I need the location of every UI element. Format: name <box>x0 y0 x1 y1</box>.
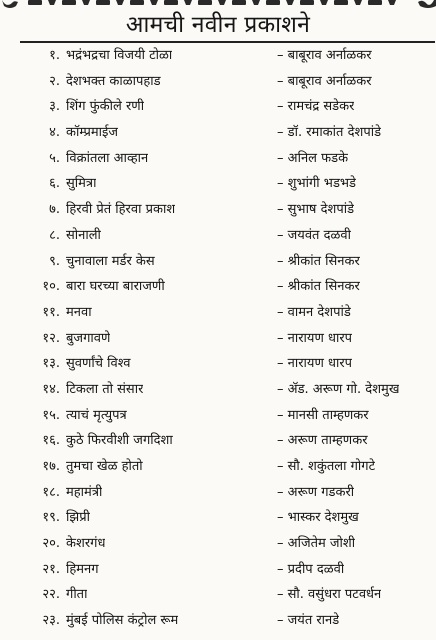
author-name: वामन देशपांडे <box>287 304 351 320</box>
author-dash: – <box>277 561 284 577</box>
list-item <box>0 120 436 146</box>
book-title: शिंग फुंकीले रणी <box>66 99 145 115</box>
book-number: २२. <box>42 587 60 603</box>
author-name: शुभांगी भडभडे <box>287 176 356 192</box>
book-title: देशभक्त काळापहाड <box>66 73 161 89</box>
list-item <box>0 249 436 275</box>
book-author <box>277 608 339 633</box>
author-dash: – <box>277 99 284 115</box>
book-author <box>277 582 381 607</box>
book-author <box>277 351 352 376</box>
list-item <box>0 608 436 634</box>
book-author <box>277 120 381 145</box>
author-dash: – <box>277 433 284 449</box>
book-author <box>277 146 348 171</box>
book-number: १. <box>49 48 60 63</box>
book-author <box>277 531 355 556</box>
book-author <box>277 428 368 453</box>
book-number: ९. <box>49 253 60 269</box>
list-item <box>0 94 436 120</box>
book-author <box>277 43 372 68</box>
book-number: १६. <box>42 433 60 449</box>
page-heading: आमची नवीन प्रकाशने <box>125 12 311 38</box>
list-item <box>0 300 436 326</box>
author-name: सौ. शकुंतला गोगटे <box>287 459 376 474</box>
author-dash: – <box>277 73 284 89</box>
author-name: अजितेम जोशी <box>287 536 356 552</box>
book-title: कुठे फिरवीशी जगदिशा <box>66 433 173 449</box>
list-item <box>0 428 436 454</box>
book-number: ७. <box>49 202 60 218</box>
book-number: १२. <box>42 330 60 346</box>
list-item <box>0 274 436 300</box>
book-title: चुनावाला मर्डर केस <box>66 253 155 269</box>
book-author <box>277 300 351 325</box>
book-author <box>277 274 360 299</box>
book-title: बुजगावणे <box>66 330 111 346</box>
book-author <box>277 480 354 505</box>
author-dash: – <box>277 484 284 500</box>
list-item <box>0 480 436 506</box>
author-name: डॉ. रमाकांत देशपांडे <box>287 125 382 141</box>
author-dash: – <box>277 304 284 320</box>
author-name: जयवंत दळवी <box>287 227 351 243</box>
book-title: मनवा <box>66 304 92 320</box>
book-title: केशरगंध <box>66 536 106 552</box>
list-item <box>0 403 436 429</box>
author-name: अरूण गडकरी <box>287 484 355 500</box>
list-item <box>0 326 436 352</box>
top-ornament-border <box>0 0 436 10</box>
book-title: महामंत्री <box>66 484 103 500</box>
list-item <box>0 531 436 557</box>
book-number: २. <box>49 73 60 89</box>
author-dash: – <box>277 125 284 141</box>
author-name: मानसी ताम्हणकर <box>287 407 369 423</box>
author-dash: – <box>277 613 284 629</box>
author-dash: – <box>277 381 284 397</box>
author-dash: – <box>277 253 284 269</box>
book-author <box>277 197 354 222</box>
book-list <box>0 43 436 634</box>
book-author <box>277 326 352 351</box>
list-item <box>0 223 436 249</box>
author-dash: – <box>277 48 284 63</box>
book-number: १९. <box>42 510 60 526</box>
book-title: गीता <box>66 587 88 603</box>
author-name: सौ. वसुंधरा पटवर्धन <box>287 587 382 603</box>
book-number: २१. <box>42 561 60 577</box>
author-dash: – <box>277 227 284 243</box>
book-author <box>277 249 360 274</box>
book-title: मुंबई पोलिस कंट्रोल रूम <box>66 613 179 629</box>
author-name: बाबूराव अर्नाळकर <box>287 73 372 89</box>
author-dash: – <box>277 536 284 552</box>
author-name: बाबूराव अर्नाळकर <box>287 48 372 63</box>
author-dash: – <box>277 279 284 295</box>
book-number: ५. <box>49 150 60 166</box>
book-number: १३. <box>42 356 60 372</box>
book-title: सोनाली <box>66 227 101 243</box>
book-number: ११. <box>42 304 60 320</box>
author-name: भास्कर देशमुख <box>287 510 359 526</box>
book-author <box>277 171 356 196</box>
book-author <box>277 94 354 119</box>
book-number: ६. <box>49 176 60 192</box>
author-dash: – <box>277 510 284 526</box>
author-name: नारायण धारप <box>287 356 353 372</box>
book-title: सुमित्रा <box>66 176 97 192</box>
book-title: त्याचं मृत्युपत्र <box>66 407 127 423</box>
book-number: २३. <box>42 613 60 629</box>
list-item <box>0 377 436 403</box>
author-name: प्रदीप दळवी <box>287 561 345 577</box>
book-number: ८. <box>49 227 60 243</box>
book-author <box>277 505 359 530</box>
book-number: १८. <box>42 484 60 500</box>
book-number: १०. <box>42 279 60 295</box>
book-author <box>277 223 351 248</box>
book-author <box>277 377 399 402</box>
list-item <box>0 69 436 95</box>
author-dash: – <box>277 407 284 423</box>
author-dash: – <box>277 459 284 474</box>
book-number: १७. <box>42 459 60 474</box>
author-dash: – <box>277 356 284 372</box>
book-author <box>277 454 375 479</box>
book-title: बारा घरच्या बाराजणी <box>66 279 165 295</box>
list-item <box>0 171 436 197</box>
list-item <box>0 505 436 531</box>
author-name: नारायण धारप <box>287 330 353 346</box>
author-dash: – <box>277 176 284 192</box>
book-title: हिरवी प्रेतं हिरवा प्रकाश <box>66 202 176 218</box>
author-name: अनिल फडके <box>287 150 349 166</box>
author-name: रामचंद्र सडेकर <box>287 99 355 115</box>
author-name: श्रीकांत सिनकर <box>287 253 360 269</box>
book-title: विक्रांतला आव्हान <box>66 150 149 166</box>
book-author <box>277 557 344 582</box>
book-title: टिकला तो संसार <box>66 381 144 397</box>
list-item <box>0 582 436 608</box>
list-item <box>0 557 436 583</box>
book-author <box>277 403 369 428</box>
book-title: भद्रंभद्रचा विजयी टोळा <box>66 48 173 63</box>
author-dash: – <box>277 587 284 603</box>
book-number: १४. <box>42 381 60 397</box>
list-item <box>0 454 436 480</box>
book-title: सुवर्णांचे विश्व <box>66 356 131 372</box>
book-number: १५. <box>42 407 60 423</box>
author-name: श्रीकांत सिनकर <box>287 279 360 295</box>
book-title: हिमनग <box>66 561 99 577</box>
book-number: २०. <box>42 536 60 552</box>
author-name: सुभाष देशपांडे <box>287 202 355 218</box>
author-name: जयंत रानडे <box>287 613 340 629</box>
author-dash: – <box>277 202 284 218</box>
book-number: ३. <box>49 99 60 115</box>
author-dash: – <box>277 150 284 166</box>
list-item <box>0 43 436 69</box>
author-dash: – <box>277 330 284 346</box>
book-title: झिप्री <box>66 510 90 526</box>
author-name: अरूण ताम्हणकर <box>287 433 368 449</box>
book-number: ४. <box>49 125 60 141</box>
book-author <box>277 69 372 94</box>
book-title: कॉम्प्रमाईज <box>66 125 119 141</box>
list-item <box>0 351 436 377</box>
author-name: ॲड. अरूण गो. देशमुख <box>287 381 400 397</box>
list-item <box>0 197 436 223</box>
list-item <box>0 146 436 172</box>
book-title: तुमचा खेळ होतो <box>66 459 143 474</box>
